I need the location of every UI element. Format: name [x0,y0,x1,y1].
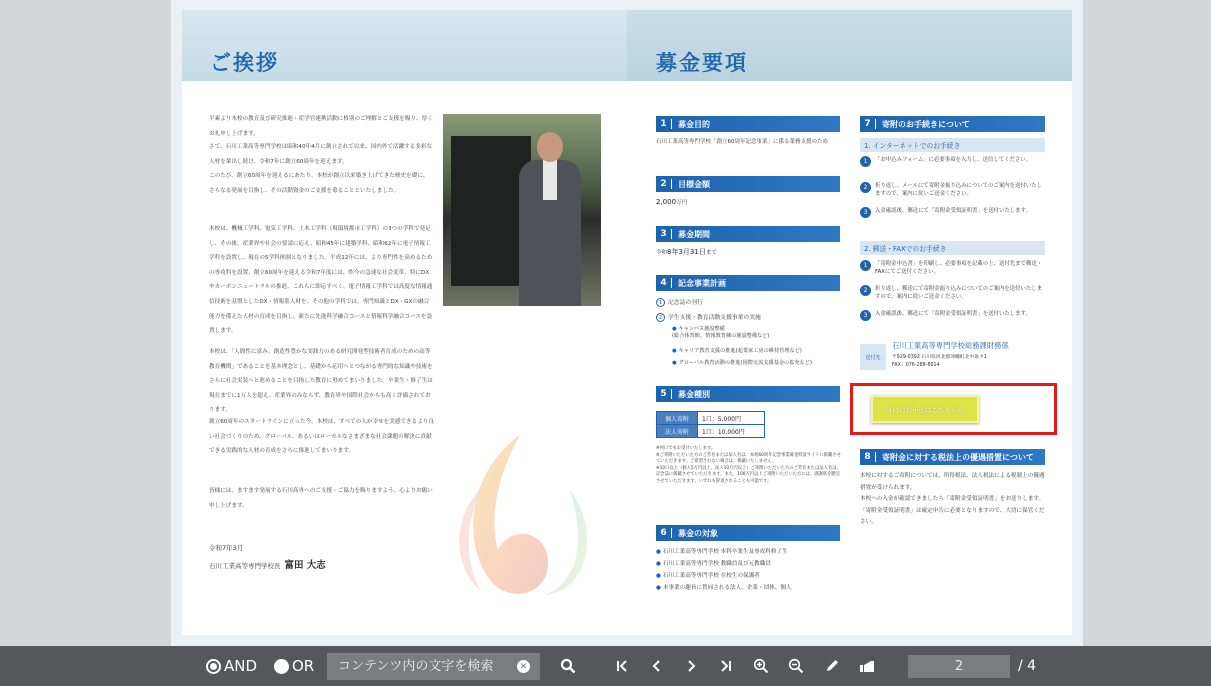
office-fax: FAX：076-288-8014 [892,363,940,368]
section-7-header [860,116,1045,132]
plan-bullet-3-text: グローバル教育活動の推進 [678,360,741,366]
donation-type-table [656,411,765,438]
greeting-paragraph-5: 本校は、「人間性に富み、創造性豊かな実践力のある研究開発型技術者育成のための高等教育機関」であることを基本理念とし、基礎から応用へとつながる専門的な知識や技術をさらに社会実装へと進めることを目指した教育に努めてまいりました。卒業生・修了生は現在までに1万人を超え、産業界のみならず、教育界や国際社会からも高く評価されております。 [209,349,433,414]
or-radio[interactable] [274,659,289,674]
step-text: 「お申込みフォーム」に必要事項を入力し、送信してください。 [875,157,1032,163]
step-number: 2 [860,285,871,296]
plan-bullet-1: ● キャンパス施設整備 (総合体育館、情報教育棟の施設整備など) [672,326,770,339]
mail-step-2 [860,285,1045,301]
page-number-input[interactable] [908,655,1010,678]
section-1-title: 募金目的 [678,119,710,129]
list-item: ● 石川工業高等専門学校 在校生の保護者 [656,573,760,579]
office-address: 〒929-0392 石川県河北郡津幡町北中条タ1 [892,355,987,360]
first-page-icon [615,659,629,673]
highlighter-button[interactable] [856,656,878,676]
step-text: 折り返し、メールにて寄附金振り込みについてのご案内を送付いたしますので、案内に従いご送金ください。 [875,183,1042,198]
office-name: 石川工業高等専門学校総務課財務係 [892,341,1009,350]
step-number: 1 [860,156,871,167]
section-8-title: 寄附金に対する税法上の優遇措置について [882,452,1034,462]
chevron-left-icon [650,659,664,673]
chevron-right-icon [684,659,698,673]
section-1-header [656,116,840,132]
tax-paragraph-2: 本校への入金が確認できましたら「寄附金受領証明書」をお送りします。「寄附金受領証明書」は確定申告に必要となりますので、大切に保管ください。 [860,496,1045,525]
donation-note-1: ※何口でもお受けいたします。 [656,446,716,451]
target-amount-value: 2,000 [656,198,677,206]
donation-note-2: ※ご寄附いただいた方のご芳名または法人名は、本校60周年記念事業募金特設サイトに掲載させていただきます。ご希望されない場合は、掲載いたしません。 [656,452,841,465]
office-label: 送付先 [860,344,886,370]
brochure-spread [171,0,1083,646]
donation-notes [656,446,844,486]
step-text: 入金確認後、郵送にて「寄附金受領証明書」を送付いたします。 [875,311,1031,317]
principal-figure [515,132,585,306]
target-item-text: 石川工業高等専門学校 在校生の保護者 [662,573,760,579]
greeting-paragraph-4: 本校は、機械工学科、電気工学科、土木工学科（現環境都市工学科）の3つの学科で発足し、その後、産業界や社会の要請に応え、昭和45年に建築学科、昭和62年に電子情報工学科を設置し、現在の5学科体制となりました。平成12年には、より専門性を高めるための専攻科を設置、創立60周年を迎える令和7年度には、昨今の急速な社会変革、特にDXやカーボンニュートラルの推進、これらに即応すべく、電子情報工学科では高度な情報通信技術を基盤としたDX・情報系人材を、その他の学科では、専門知識とDX・GXの融合能力を備えた人材の育成を目指し、新たに先進科学融合コースと情報科学融合コースを設置します。 [209,226,433,335]
search-box [327,653,540,680]
section-6-title: 募金の対象 [678,528,718,538]
page-total: / 4 [1018,658,1037,674]
donation-apply-button[interactable]: 寄付のお申込はこちらから [871,395,979,423]
plan-item-1-text: 記念誌の刊行 [668,300,703,306]
section-5-header [656,386,840,402]
clear-search-icon[interactable]: ✕ [517,660,530,673]
greeting-date: 令和7年3月 [209,544,244,552]
signer-title: 石川工業高等専門学校長 [209,562,281,570]
donation-unit: 1口：5,000円 [698,412,765,425]
last-page-icon [719,659,733,673]
table-row [657,425,765,438]
section-6-header [656,525,840,541]
brochure-paper [182,10,1072,635]
step-text: 「寄附金申込書」を印刷し、必要事項を記載の上、送付先まで郵送・FAXにてご送付ください。 [875,261,1043,276]
first-page-button[interactable] [611,656,633,676]
period-text [656,247,717,258]
last-page-button[interactable] [715,656,737,676]
zoom-out-icon [788,658,804,674]
or-label: OR [292,657,315,675]
target-amount-unit: 万円 [676,200,688,206]
period-prefix: 令和 [656,250,668,256]
zoom-in-button[interactable] [750,656,772,676]
donation-kind: 個人寄附 [657,412,698,425]
or-option[interactable] [274,646,314,686]
list-item: ● 石川工業高等専門学校 教職員及び元教職員 [656,561,771,567]
section-7-number: 7 [860,119,876,129]
plan-bullet-2-text: キャリア教育支援の推進 [678,348,736,354]
prev-page-button[interactable] [646,656,668,676]
greeting-paragraph-6: 創立60周年のスタートラインに立った今、本校は、すべての人が幸せを実感できるより良い社会づくりのため、グローバル、あるいはローカルなさまざまな社会課題の解決に貢献できる実践的な人材の育成をさらに推進してまいります。 [209,419,434,455]
and-label: AND [224,657,258,675]
mail-fax-procedure-heading: 2. 郵送・FAXでのお手続き [860,241,1045,255]
section-5-title: 募金種別 [678,389,710,399]
highlighter-icon [858,658,876,674]
plan-bullet-2: ● キャリア教育支援の推進(起業家工房の維持管理など) [672,348,802,354]
target-amount [656,197,687,208]
and-radio[interactable] [206,659,221,674]
greeting-paragraph-2: さて、石川工業高等専門学校は昭和40年4月に創立されて以来、国内外で活躍する多彩な人材を輩出し続け、令和7年に創立60周年を迎えます。 [209,144,433,165]
mail-step-1 [860,260,1045,276]
step-number: 2 [860,182,871,193]
plan-item-2 [656,312,761,322]
section-3-header [656,226,840,242]
plan-item-2-text: 学生支援・教育活動支援事業の実施 [668,315,761,321]
next-page-button[interactable] [680,656,702,676]
target-item-text: 本事業の趣旨に賛同される法人、企業・団体、個人 [662,585,792,591]
target-item-text: 石川工業高等専門学校 教職員及び元教職員 [662,561,771,567]
donation-kind: 法人寄附 [657,425,698,438]
anniversary-60-logo [450,430,595,600]
search-icon [560,658,576,674]
list-item: ● 石川工業高等専門学校 本科卒業生及専攻科修了生 [656,549,788,555]
section-4-header [656,275,840,291]
plan-item-1 [656,297,703,307]
section-1-text: 石川工業高等専門学校「創立60周年記念事業」に係る業務支援のため [656,139,829,145]
section-3-number: 3 [656,229,672,239]
section-1-number: 1 [656,119,672,129]
list-item: ● 本事業の趣旨に賛同される法人、企業・団体、個人 [656,585,792,591]
mail-step-3 [860,310,1045,321]
and-option[interactable] [206,646,257,686]
section-4-title: 記念事業計画 [678,278,726,288]
plan-bullet-2-note: (起業家工房の維持管理など) [735,348,802,354]
greeting-paragraph-7: 皆様には、ますます発展する石川高専へのご支援・ご協力を賜りますよう、心よりお願い申し上げます。 [209,488,433,509]
plan-bullet-1-note: (総合体育館、情報教育棟の施設整備など) [672,333,770,339]
section-5-number: 5 [656,389,672,399]
plan-bullet-1-text: キャンパス施設整備 [678,326,725,332]
step-text: 折り返し、郵送にて寄附金振り込みについてのご案内を送付いたしますので、案内に従いご送金ください。 [875,286,1043,301]
zoom-in-icon [753,658,769,674]
section-2-header [656,176,840,192]
section-2-title: 目標金額 [678,179,710,189]
pen-icon [824,658,840,674]
internet-step-1 [860,156,1045,167]
step-text: 入金確認後、郵送にて「寄附金受領証明書」を送付いたします。 [875,208,1031,214]
search-button[interactable] [557,656,579,676]
donation-unit: 1口：10,000円 [698,425,765,438]
donation-note-3: ※10口以上（個人5万円以上、法人10万円以上）ご寄附いただいた方のご芳名または法人名は、記念誌に掲載させていただきます。また、100万円以上ご寄附いただいた方には、感謝状を贈呈させていただきます。いずれも辞退されることも可能です。 [656,465,841,484]
greeting-paragraph-1: 平素より本校の教育及び研究推進・産学官連携活動に格別のご理解とご支援を賜り、厚くお礼申し上げます。 [209,116,433,137]
target-item-text: 石川工業高等専門学校 本科卒業生及専攻科修了生 [662,549,788,555]
plan-bullet-3-note: (国際交流支援基金の拡充など) [740,360,813,366]
fundraising-title: 募金要項 [656,51,748,75]
period-suffix: まで [705,250,717,256]
office-contact [860,339,1045,375]
internet-procedure-heading: 1. インターネットでのお手続き [860,138,1045,152]
step-number: 3 [860,310,871,321]
section-7-title: 寄附のお手続きについて [882,119,970,129]
section-6-number: 6 [656,528,672,538]
section-8-number: 8 [860,452,876,462]
internet-step-2 [860,182,1045,198]
plan-bullet-3: ● グローバル教育活動の推進(国際交流支援基金の拡充など) [672,360,813,366]
step-number: 3 [860,207,871,218]
section-2-number: 2 [656,179,672,189]
principal-photo [443,114,601,306]
step-number: 1 [860,260,871,271]
zoom-out-button[interactable] [785,656,807,676]
table-row [657,412,765,425]
signer-name: 富田 大志 [284,560,326,571]
search-input[interactable] [327,653,517,680]
period-date: 8年3月31日 [667,248,706,256]
greeting-paragraph-3: このたび、創立60周年を迎えるにあたり、本校が創立以来築き上げてきた歴史を礎に、さらなる発展を目指し、その活動資金のご支援を募ることといたしました。 [209,173,429,194]
tax-paragraph-1: 本校に対するご寄附については、所得税法、法人税法による税制上の優遇措置が受けられます。 [860,473,1045,491]
viewer-toolbar [0,646,1211,686]
section-8-header [860,449,1045,465]
internet-step-3 [860,207,1045,218]
section-4-number: 4 [656,278,672,288]
plan-item-2-number: 2 [656,313,665,322]
plan-item-1-number: 1 [656,298,665,307]
pen-button[interactable] [821,656,843,676]
greeting-title: ご挨拶 [210,51,279,75]
greeting-signer [209,557,326,571]
section-3-title: 募金期間 [678,229,710,239]
